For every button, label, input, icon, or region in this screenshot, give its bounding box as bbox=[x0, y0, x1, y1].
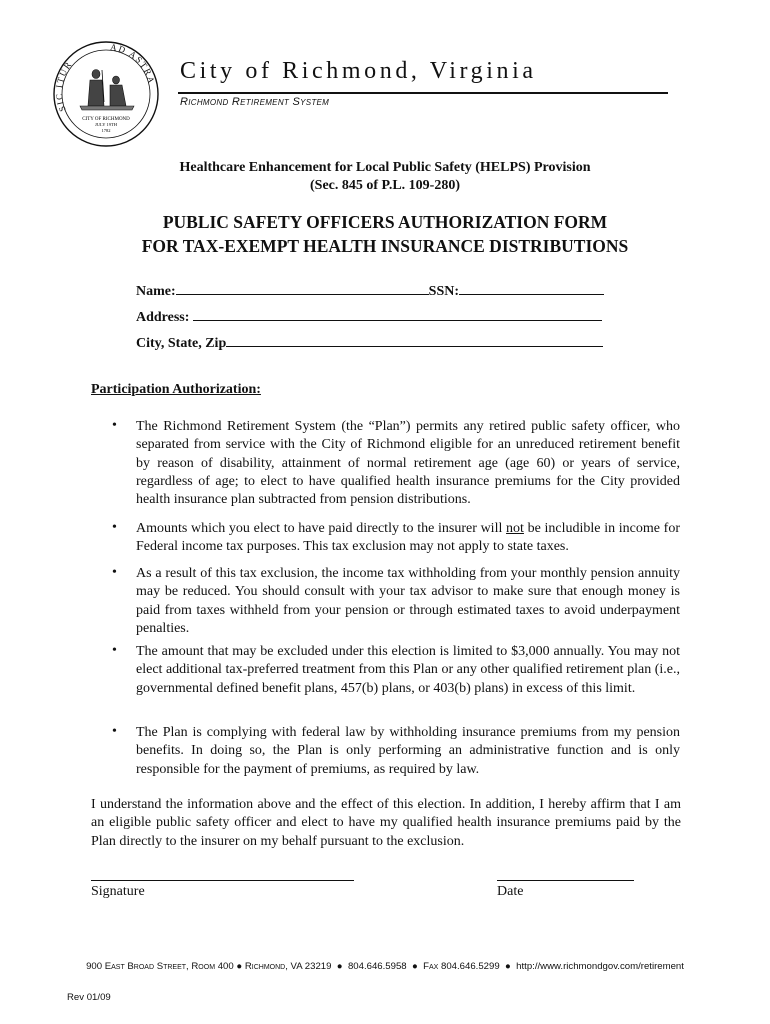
footer-fax: 804.646.5299 bbox=[440, 961, 500, 972]
address-label: Address: bbox=[136, 310, 190, 325]
header-rule bbox=[178, 92, 668, 94]
bullet-compliance: The Plan is complying with federal law by withholding insurance premiums from my pension benefits. In doing so, the Plan is only performing an administrative function and is only responsible for the payment of premiums, as required by law. bbox=[136, 725, 680, 777]
signature-label: Signature bbox=[91, 884, 145, 899]
revision-label: Rev 01/09 bbox=[67, 992, 111, 1003]
footer-city: Richmond bbox=[244, 961, 286, 972]
bullet-tax-exclusion bbox=[136, 520, 680, 557]
bullet-plan-permits: The Richmond Retirement System (the “Plan”) permits any retired public safety officer, who separated from service with the City of Richmond eligible for an unreduced retirement benefit by reason of disability, attainment of normal retirement age (age 60) or years of service, regardless of age; to elect to have qualified health insurance premiums for the City provided health insurance plan subtracted from pension distributions. bbox=[136, 419, 680, 508]
bullet-marker: • bbox=[112, 565, 117, 580]
ssn-label: SSN: bbox=[428, 284, 460, 299]
bullet2-emphasis: not bbox=[506, 521, 524, 536]
bullet-marker: • bbox=[112, 724, 117, 739]
footer-address: 900 East Broad Street, Room 400 bbox=[86, 961, 234, 972]
bullet-marker: • bbox=[112, 643, 117, 658]
name-ssn-row bbox=[136, 280, 604, 300]
participation-heading: Participation Authorization: bbox=[91, 382, 261, 397]
bullet-marker: • bbox=[112, 520, 117, 535]
seal-ring-left: SIC ITUR bbox=[53, 58, 75, 114]
form-title-line2: FOR TAX-EXEMPT HEALTH INSURANCE DISTRIBUTIONS bbox=[141, 236, 629, 256]
bullet-marker: • bbox=[112, 418, 117, 433]
ssn-field[interactable] bbox=[459, 280, 604, 295]
retirement-system-subtitle: Richmond Retirement System bbox=[180, 96, 330, 108]
svg-text:SIC ITUR bbox=[54, 59, 74, 113]
footer-separator: ● bbox=[505, 961, 511, 972]
bullet-withholding: As a result of this tax exclusion, the income tax withholding from your monthly pension annuity may be reduced. You should consult with your tax advisor to make sure that enough money is paid from taxes withheld from your pension or through estimated taxes to avoid underpayment penalties. bbox=[136, 566, 680, 636]
affirmation-statement: I understand the information above and the effect of this election. In addition, I hereby affirm that I am an eligible public safety officer and elect to have my qualified health insurance premiums paid by the Plan directly to the insurer on my behalf pursuant to the exclusion. bbox=[91, 797, 681, 849]
bullet-limit: The amount that may be excluded under this election is limited to $3,000 annually. You may not elect additional tax-preferred treatment from this Plan or any other qualified retirement plan (i.e., governmental defined benefit plans, 457(b) plans, or 403(b) plans) in excess of this limit. bbox=[136, 644, 680, 696]
seal-inner-line3: 1782 bbox=[101, 128, 111, 133]
city-seal bbox=[52, 40, 160, 148]
city-state-zip-row bbox=[136, 332, 603, 352]
seal-inner-line1: CITY OF RICHMOND bbox=[82, 117, 130, 122]
footer-state-zip: , VA 23219 bbox=[285, 961, 332, 972]
address-row bbox=[136, 306, 602, 326]
seal-ring-right: AD ASTRA bbox=[109, 41, 157, 86]
footer-separator: ● bbox=[336, 961, 343, 972]
date-label: Date bbox=[497, 884, 524, 899]
date-line[interactable] bbox=[497, 880, 634, 881]
seal-inner-line2: JULY 19TH bbox=[94, 122, 118, 127]
name-label: Name: bbox=[136, 284, 176, 299]
bullet2-text-before: Amounts which you elect to have paid directly to the insurer will bbox=[136, 521, 507, 536]
city-state-zip-label: City, State, Zip bbox=[136, 336, 227, 351]
bullet2-text-after: be includible in income for Federal income tax purposes. This tax exclusion may not apply to state taxes. bbox=[136, 521, 680, 555]
footer-separator: ● bbox=[411, 961, 418, 972]
name-field[interactable] bbox=[176, 280, 429, 295]
city-title: City of Richmond, Virginia bbox=[180, 58, 537, 84]
footer-contact bbox=[0, 961, 770, 972]
city-state-zip-field[interactable] bbox=[226, 332, 603, 347]
provision-title: Healthcare Enhancement for Local Public Safety (HELPS) Provision bbox=[179, 160, 591, 175]
footer-fax-label: Fax bbox=[423, 961, 439, 972]
footer-url[interactable]: http://www.richmondgov.com/retirement bbox=[516, 961, 684, 972]
address-field[interactable] bbox=[193, 306, 602, 321]
footer-phone: 804.646.5958 bbox=[347, 961, 407, 972]
form-title-line1: PUBLIC SAFETY OFFICERS AUTHORIZATION FORM bbox=[162, 212, 608, 232]
provision-section: (Sec. 845 of P.L. 109-280) bbox=[310, 178, 460, 193]
signature-line[interactable] bbox=[91, 880, 354, 881]
footer-separator: ● bbox=[236, 961, 243, 972]
